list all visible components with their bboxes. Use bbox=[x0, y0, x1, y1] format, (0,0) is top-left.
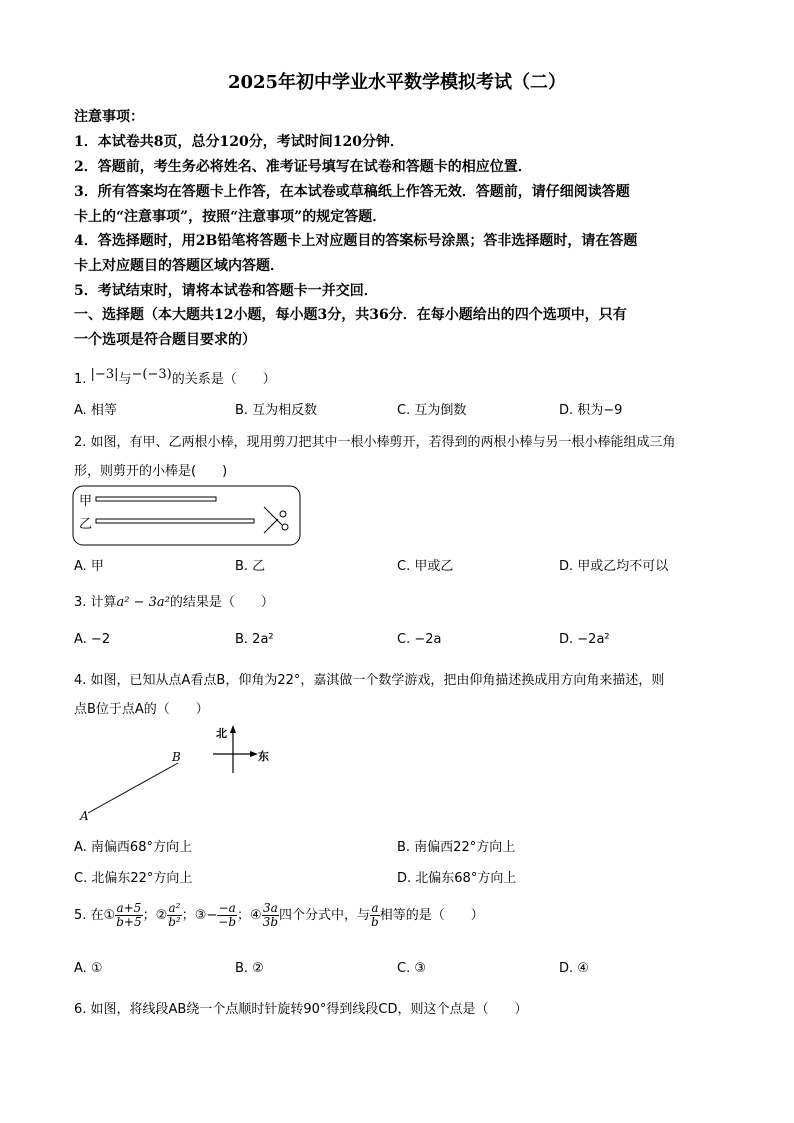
point-a-label: A bbox=[80, 809, 89, 823]
option-b: B. 乙 bbox=[235, 559, 266, 574]
option-c: C. 互为倒数 bbox=[397, 403, 467, 418]
option-d: D. ④ bbox=[559, 961, 589, 976]
question-3: 3. 计算a² − 3a²的结果是（ ） bbox=[74, 595, 274, 610]
exam-title: 2025年初中学业水平数学模拟考试（二） bbox=[227, 72, 567, 93]
north-arrow-icon bbox=[230, 725, 236, 733]
question-2-line2: 形，则剪开的小棒是( ) bbox=[74, 464, 228, 479]
east-arrow-icon bbox=[250, 751, 258, 757]
question-5: 5. 在① $\frac{a+5}{b+5}$ ；② $\frac{\text{a²}}{\text{b²}}$ ；③− $\frac{-a}{-b}$ ；④ $\frac{3a}{3b}$ 四个分式中，与 $\frac{a}{b}$ 相等的是（ ） bbox=[74, 901, 484, 929]
stick-b-label: 乙 bbox=[79, 517, 93, 532]
note-item: 3．所有答案均在答题卡上作答，在本试卷或草稿纸上作答无效．答题前，请仔细阅读答题 bbox=[74, 184, 630, 200]
north-label: 北 bbox=[216, 727, 227, 740]
elevation-figure bbox=[80, 725, 280, 825]
section-heading-cont: 一个选项是符合题目要求的） bbox=[74, 332, 256, 348]
option-c: C. 甲或乙 bbox=[397, 559, 454, 574]
option-b: B. 南偏西22°方向上 bbox=[397, 840, 516, 855]
option-a: A. 南偏西68°方向上 bbox=[74, 840, 192, 855]
option-d: D. 积为−9 bbox=[559, 403, 623, 418]
note-item: 卡上对应题目的答题区域内答题． bbox=[74, 258, 284, 274]
question-2-line1: 2. 如图，有甲、乙两根小棒，现用剪刀把其中一根小棒剪开，若得到的两根小棒与另一根小棒能组成三角 bbox=[74, 435, 676, 450]
question-4-line2: 点B位于点A的（ ） bbox=[74, 702, 209, 717]
option-d: D. 北偏东68°方向上 bbox=[397, 871, 517, 886]
notes-heading: 注意事项： bbox=[74, 109, 144, 125]
scissors-icon bbox=[264, 507, 288, 533]
east-label: 东 bbox=[258, 750, 269, 763]
fraction-1: $\frac{a+5}{b+5}$ bbox=[116, 901, 142, 929]
option-a: A. −2 bbox=[74, 632, 111, 647]
note-item: 4．答选择题时，用2B铅笔将答题卡上对应题目的答案标号涂黑；答非选择题时，请在答题 bbox=[74, 233, 638, 249]
option-c: C. −2a bbox=[397, 632, 442, 647]
note-item: 卡上的“注意事项”，按照“注意事项”的规定答题． bbox=[74, 209, 387, 225]
stick-a-label: 甲 bbox=[79, 494, 93, 509]
stick-a bbox=[96, 497, 216, 501]
note-item: 2．答题前，考生务必将姓名、准考证号填写在试卷和答题卡的相应位置． bbox=[74, 159, 532, 175]
option-b: B. 2a² bbox=[235, 632, 274, 647]
abs-expression: |−3| bbox=[90, 367, 119, 382]
expression: a² − 3a² bbox=[116, 595, 170, 610]
option-b: B. ② bbox=[235, 961, 264, 976]
question-6: 6. 如图，将线段AB绕一个点顺时针旋转90°得到线段CD，则这个点是（ ） bbox=[74, 1002, 528, 1017]
option-b: B. 互为相反数 bbox=[235, 403, 318, 418]
fraction-3: $\frac{-a}{-b}$ bbox=[218, 901, 237, 929]
section-heading: 一、选择题（本大题共12小题，每小题3分，共36分．在每小题给出的四个选项中，只有 bbox=[74, 307, 627, 323]
segment-ab bbox=[88, 763, 178, 813]
option-c: C. ③ bbox=[397, 961, 426, 976]
note-item: 1．本试卷共8页，总分120分，考试时间120分钟． bbox=[74, 134, 404, 150]
option-c: C. 北偏东22°方向上 bbox=[74, 871, 193, 886]
option-d: D. −2a² bbox=[559, 632, 610, 647]
question-1: 1. |−3|与−(−3)的关系是（ ） bbox=[74, 367, 276, 387]
option-d: D. 甲或乙均不可以 bbox=[559, 559, 669, 574]
option-a: A. 相等 bbox=[74, 403, 117, 418]
stick-b bbox=[96, 519, 254, 523]
option-a: A. 甲 bbox=[74, 559, 104, 574]
note-item: 5．考试结束时，请将本试卷和答题卡一并交回． bbox=[74, 283, 378, 299]
fraction-2: $\frac{\text{a²}}{\text{b²}}$ bbox=[168, 901, 181, 929]
fraction-4: $\frac{3a}{3b}$ bbox=[262, 901, 279, 929]
fraction-target: $\frac{a}{b}$ bbox=[371, 901, 379, 929]
neg-expression: −(−3) bbox=[131, 367, 172, 382]
point-b-label: B bbox=[172, 750, 181, 764]
question-4-line1: 4. 如图，已知从点A看点B，仰角为22°，嘉淇做一个数学游戏，把由仰角描述换成用方向角来描述，则 bbox=[74, 673, 665, 688]
sticks-figure bbox=[72, 485, 302, 547]
option-a: A. ① bbox=[74, 961, 103, 976]
